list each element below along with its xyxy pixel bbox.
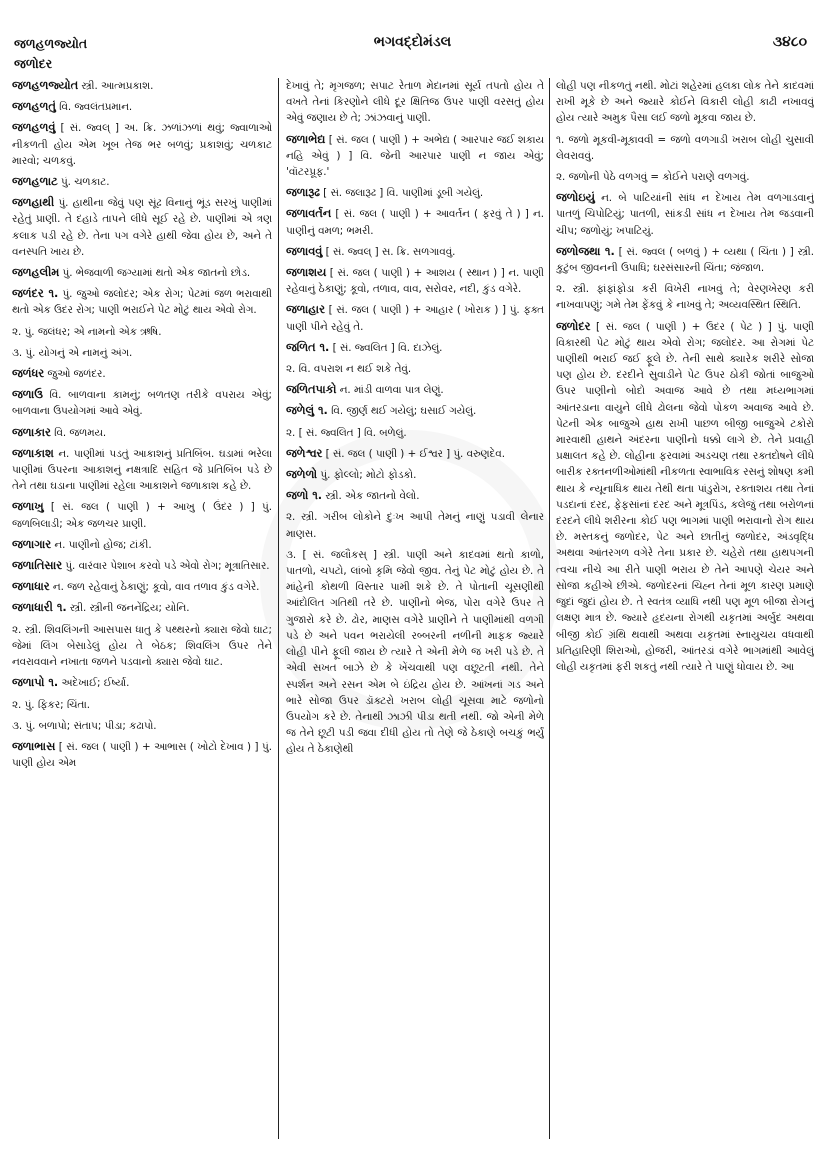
- dictionary-entry: [286, 425, 544, 441]
- definition-text: પું. જુઓ જલોદર; એક રોગ; પેટમાં જળ ભરાવાથી થતો એક ઉદર રોગ; પાણી ભરાઈને પેટ મોટું થાય એવો રોગ.: [12, 288, 272, 317]
- page-number: ૩૪૮૦: [772, 34, 807, 50]
- dictionary-entry: [286, 403, 544, 419]
- headword: જળાહાર: [286, 303, 325, 317]
- definition-text: [ સં. જ્વલ ( બળવું ) + વ્યથા ( ચિંતા ) ] સ્ત્રી. કુટુંબ જીવનની ઉપાધિ; ઘરસંસારની ચિંતા; જંજાળ.: [556, 245, 814, 275]
- headword: જળાખુ: [12, 500, 44, 514]
- definition-text: અદેખાઈ; ઈર્ષ્યા.: [58, 677, 130, 690]
- headword: જળો ૧.: [286, 489, 323, 503]
- definition-text: [ સં. જલ ( પાણી ) + આહાર ( ખોરાક ) ] પું. ફક્ત પાણી પીને રહેવું તે.: [286, 304, 544, 333]
- headword: જળાશય: [286, 266, 327, 280]
- dictionary-entry: [286, 302, 544, 334]
- definition-text: ૨. જળોની પેઠે વળગવું = કોઈને પરાણે વળગવું.: [556, 171, 750, 184]
- dictionary-entry: [12, 195, 272, 260]
- definition-text: [ સં. જ્વલ્ ] અ. ક્રિ. ઝળાંઝળાં થવું; જ્વાળાઓ નીકળતી હોય એમ ખૂબ તેજ ભર બળવું; પ્રકાશવું; ચળકાટ મારવો; ચળકવું.: [12, 122, 272, 167]
- definition-text: વિ. જળમય.: [50, 426, 107, 439]
- definition-text: ૨. [ સં. જ્વલિત ] વિ. બળેલું.: [286, 426, 407, 439]
- dictionary-entry: [12, 366, 272, 382]
- dictionary-entry: [556, 78, 814, 127]
- dictionary-entry: [12, 675, 272, 691]
- headword: જળંદર ૧.: [12, 287, 59, 301]
- dictionary-entry: [286, 446, 544, 462]
- definition-text: પું. ચળકાટ.: [57, 176, 110, 189]
- dictionary-entry: [286, 340, 544, 356]
- dictionary-entry: [12, 78, 272, 94]
- dictionary-entry: [286, 244, 544, 260]
- dictionary-entry: [12, 579, 272, 595]
- dictionary-entry: [286, 547, 544, 758]
- definition-text: ન. માંડી વાળવા પાત્ર લેણું.: [336, 384, 444, 397]
- dictionary-entry: [286, 185, 544, 201]
- definition-text: ૨. વિ. વપરાશ ન થઈ શકે તેવું.: [286, 363, 412, 376]
- dictionary-entry: [286, 132, 544, 181]
- headword: જળાધાર: [12, 580, 50, 594]
- dictionary-entry: [12, 387, 272, 419]
- definition-text: ૨. પું. ફિકર; ચિંતા.: [12, 698, 91, 711]
- headword: જળહળવું: [12, 121, 56, 135]
- headword: જળેળો: [286, 468, 318, 482]
- definition-text: પું. વારંવાર પેશાબ કરવો પડે એવો રોગ; મૂત્રાતિસાર.: [62, 560, 270, 573]
- definition-text: ન. પાણીનો હોજ; ટાંકી.: [51, 538, 152, 551]
- headword: જળાકાશ: [12, 446, 54, 460]
- dictionary-entry: [556, 169, 814, 185]
- headword: જળાપો ૧.: [12, 676, 59, 690]
- headword: જળહળતું: [12, 100, 56, 114]
- dictionary-entry: [12, 345, 272, 361]
- dictionary-entry: [286, 265, 544, 297]
- definition-text: સ્ત્રી. આત્મપ્રકાશ.: [78, 80, 154, 92]
- dictionary-entry: [556, 190, 814, 239]
- dictionary-entry: [12, 622, 272, 671]
- definition-text: [ સં. જ્વલ્ ] સ. ક્રિ. સળગાવવું.: [322, 245, 456, 258]
- definition-text: દેખાવું તે; મૃગજળ; સપાટ રેતાળ મેદાનમાં સૂર્ય તપતો હોય તે વખતે તેનાં કિરણોને લીધે દૂર ક્ષિતિજ ઉપર પાણી વરસતું હોય એવું જણાય છે તે; ઝાંઝવાનું પાણી.: [286, 80, 544, 125]
- page-title: ભગવદ્દોમંડલ: [373, 34, 452, 50]
- dictionary-entry: [12, 425, 272, 441]
- dictionary-entry: [12, 718, 272, 734]
- headword: જળોઇયું: [556, 191, 595, 205]
- definition-text: લોહી પણ નીકળતું નથી. મોટાં શહેરમાં હલકા લોક તેને કાદવમાં રાખી મૂકે છે અને જ્યારે કોઈને વિકારી લોહી કાઢી નખાવવું હોય ત્યારે અમુક પૈસા લઈ જળો મૂકવા જાય છે.: [556, 80, 814, 125]
- dictionary-entry: [12, 324, 272, 340]
- dictionary-entry: [286, 488, 544, 504]
- definition-text: [ સં. જલ ( પાણી ) + આભાસ ( ખોટો દેખાવ ) ] પું. પાણી હોય એમ: [12, 740, 272, 770]
- definition-text: ૨. પું. જલંધર; એ નામનો એક ઋષિ.: [12, 325, 162, 338]
- headword: જળહાથી: [12, 196, 55, 210]
- dictionary-entry: [556, 132, 814, 164]
- definition-text: પું. ભેજવાળી જગ્યામાં થતો એક જાતનો છોડ.: [59, 267, 251, 280]
- dictionary-entry: [286, 206, 544, 238]
- definition-text: ૩. [ સં. જલૌકસ્ ] સ્ત્રી. પાણી અને કાદવમાં થતો કાળો, પાતળો, ચપટો, લાંબો કૃમિ જેવો જીવ. તેનું પેટ મોટું હોય છે. તે માંહેની કોથળી વિસ્તાર પામી શકે છે. તે પોતાની ચૂસણીથી આંદોલિત ગતિથી તરે છે. પાણીનો ભેજ, પોરા વગેરે ઉપર તે ગુજારો કરે છે. ઢોર, માણસ વગેરે પ્રાણીને તે પાણીમાંથી વળગી પડે છે અને પવન ભરાયેલી રબ્બરની નળીની માફક જ્યારે લોહી પીને ફૂલી જાય છે ત્યારે તે એની મેળે જ ખરી પડે છે. તે એવી સખત બાઝે છે કે ખેંચવાથી પણ વછૂટતી નથી. તેને સ્પર્શન અને રસન એમ બે ઇંદ્રિય હોય છે. આંખનાં ગડ અને ભારે સોજા ઉપર ડૉક્ટરો ખરાબ લોહી ચૂસવા માટે જળોનો ઉપયોગ કરે છે. તેનાથી ઝાઝી પીડા થતી નથી. જો એની મેળે જ તેને છૂટી પડી જવા દીધી હોય તો તેણે જે ઠેકાણે બચકું ભર્યું હોય તે ઠેકાણેથી: [286, 548, 544, 756]
- headword: જળાવવું: [286, 244, 323, 258]
- definition-text: પું. ફોલ્લો; મોટો ફોડકો.: [317, 469, 417, 482]
- headword: જળાગાર: [12, 537, 52, 551]
- headword: જળોદર: [556, 319, 591, 333]
- definition-text: [ સં. જલ ( પાણી ) + આશય ( સ્થાન ) ] ન. પાણી રહેવાનું ઠેકાણું; કૂવો, તળાવ, વાવ, સરોવર, નદી, કુંડ વગેરે.: [286, 267, 544, 296]
- dictionary-entry: [12, 446, 272, 495]
- definition-text: ન. બે પાટિયાંની સાંધ ન દેખાય તેમ વળગાડવાનું પાતળું ચિપોટિયું; પાતળી, સાંકડી સાંધ ન દેખાય તેમ જડવાની ચીપ; જળોયું; ખપાટિયું.: [556, 192, 814, 237]
- headword: જળેશ્વર: [286, 446, 323, 460]
- column-1: [12, 78, 272, 1143]
- dictionary-entry: [12, 499, 272, 531]
- headword: જળહળાટ: [12, 175, 58, 189]
- headword: જળાધારી ૧.: [12, 601, 67, 615]
- definition-text: [ સં. જલ ( પાણી ) + અભેદ્ય ( આરપાર જઈ શકાય નહિ એવું ) ] વિ. જેની આરપાર પાણી ન જાય એવું; 'વૉટરપ્રૂફ.': [286, 133, 544, 179]
- last-headword: જળોદર: [14, 56, 53, 71]
- dictionary-entry: [286, 78, 544, 127]
- dictionary-entry: [556, 319, 814, 675]
- dictionary-entry: [12, 286, 272, 318]
- column-divider: [278, 78, 279, 1139]
- first-headword: જળહળજ્યોત: [14, 36, 88, 51]
- definition-text: [ સં. જ્વલિત ] વિ. દાઝેલું.: [329, 341, 443, 354]
- definition-text: ૨. સ્ત્રી. શિવલિંગની આસપાસ ધાતુ કે પથ્થરનો ક્યારા જેવો ઘાટ; જેમાં લિંગ બેસાડેલું હોય તે બેઠક; શિવલિંગ ઉપર તેને નવરાવવાને નખાતા જળને પડવાનો ક્યારા જેવો ઘાટ.: [12, 623, 272, 669]
- definition-text: વિ. બાળવાના કામનું; બળતણ તરીકે વપરાય એવું; બાળવાના ઉપયોગમાં આવે એવું.: [12, 389, 272, 418]
- definition-text: વિ. જીર્ણ થઈ ગયેલું; ઘસાઈ ગયેલું.: [327, 405, 477, 418]
- headword: જળાઉ: [12, 388, 43, 402]
- column-2: [286, 78, 544, 1143]
- definition-text: ૨. સ્ત્રી. ગરીબ લોકોને દુઃખ આપી તેમનું નાણું પડાવી લેનાર માણસ.: [286, 511, 544, 540]
- dictionary-entry: [12, 558, 272, 574]
- definition-text: જુઓ જળંદર.: [44, 368, 106, 381]
- headword: જળિત ૧.: [286, 340, 330, 354]
- definition-text: વિ. જ્વલંતપ્રમાન.: [55, 101, 133, 114]
- headword: જળોજથા ૧.: [556, 244, 615, 258]
- definition-text: [ સં. જલ ( પાણી ) + આવર્તન ( ફરવું તે ) ] ન. પાણીનું વમળ; ભમરી.: [286, 208, 544, 237]
- headword: જળારૂઢ: [286, 186, 320, 200]
- dictionary-entry: [556, 244, 814, 276]
- headword: જળાભેદ્ય: [286, 132, 326, 146]
- dictionary-entry: [12, 174, 272, 190]
- column-3: [556, 78, 814, 1143]
- definition-text: પું. હાથીના જેવું પણ સૂંઢ વિનાનું ભૂંડ સરખું પાણીમાં રહેતું પ્રાણી. તે દહાડે તાપને લીધે સૂઈ રહે છે. પાણીમાં એ ત્રણ કલાક પડી રહે છે. તેના પગ વગેરે હાથી જેવા હોય છે, અને તે વનસ્પતિ ખાય છે.: [12, 197, 272, 258]
- dictionary-entry: [286, 509, 544, 541]
- headword: જળાતિસાર: [12, 559, 63, 573]
- dictionary-entry: [556, 281, 814, 313]
- dictionary-entry: [286, 361, 544, 377]
- headword: જળંધર: [12, 367, 45, 381]
- definition-text: [ સં. જલારૂઢ ] વિ. પાણીમાં ડૂબી ગયેલું.: [319, 187, 484, 200]
- definition-text: [ સં. જલ ( પાણી ) + ઈશ્વર ] પું. વરુણદેવ.: [322, 447, 505, 460]
- definition-text: ૩. પું. યોગનું એ નામનું અંગ.: [12, 346, 133, 359]
- dictionary-entry: [286, 382, 544, 398]
- dictionary-entry: [12, 99, 272, 115]
- dictionary-entry: [12, 120, 272, 169]
- headword: જળહળજ્યોત: [12, 79, 79, 92]
- column-divider: [549, 78, 550, 1139]
- headword: જળેલું ૧.: [286, 404, 328, 418]
- definition-text: ૨. સ્ત્રી. ફાંફાંફોડા કરી વિખેરી નાખવું તે; વેરણખેરણ કરી નાખવાપણું; ગમે તેમ ફેંકવું કે નાખવું તે; અવ્યવસ્થિત સ્થિતિ.: [556, 283, 814, 312]
- dictionary-entry: [12, 739, 272, 771]
- definition-text: [ સં. જલ ( પાણી ) + આખુ ( ઉંદર ) ] પું. જળબિલાડી; એક જળચર પ્રાણી.: [12, 501, 272, 530]
- definition-text: [ સં. જલ ( પાણી ) + ઉદર ( પેટ ) ] પું. પાણી વિકારથી પેટ મોટું થાય એવો રોગ; જલોદર. આ રોગમાં પેટ પાણીથી ભરાઈ જઈ ફૂલે છે. તેની સાથે ક્યારેક શરીરે સોજા પણ હોય છે. દરદીને સુવાડીને પેટ ઉપર ઠોકી જોતાં બાજુઓ ઉપર પાણીનો બોદો અવાજ આવે છે તથા મધ્યભાગમાં આંતરડાના વાયુને લીધે ઢોલના જેવો પોકળ અવાજ આવે છે. પેટની એક બાજુએ હાથ રાખી પાછળ બીજી બાજુએ ટકોરો મારવાથી હાથને અંદરના પાણીનો ધક્કો લાગે છે. તેને પ્રવાહી પ્રક્ષાલત કહે છે. લોહીના ફરવામાં અડચણ તથા રક્તદોષને લીધે બારીક રક્તનળીઓમાંથી નીકળતા સ્વાભાવિક રસનું શોષણ કમી થાય કે ન્યૂનાધિક થાય તેથી થતા પાંડુરોગ, રક્તાશય તથા તેનાં પડદાનાં દરદ, ફેફસાંનાં દરદ અને મૂત્રપિંડ, કલેજું તથા બરોળનાં દરદને લીધે શરીરના કોઈ પણ ભાગમાં પાણી ભરાવાનો રોગ થાય છે. મસ્તકનું જળોદર, પેટ અને છાતીનું જળોદર, અંડવૃદ્ધિ અથવા આંતરગળ વગેરે તેના પ્રકાર છે. ચહેરો તથા હાથપગની ત્વચા નીચે આ રીતે પાણી ભરાય છે તેને આપણે ચેયર અને સોજા કહીએ છીએ. જળોદરનાં ચિહ્ન તેનાં મૂળ કારણ પ્રમાણે જુદાં જુદાં હોય છે. તે સ્વતંત્ર વ્યાધિ નથી પણ મૂળ બીજા રોગનું લક્ષણ માત્ર છે. જ્યારે હૃદયના રોગથી યકૃતમાં અર્બુદ અથવા બીજી કોઈ ગ્રંથિ થવાથી અથવા યકૃતમાં સ્નાયુચય વધવાથી પ્રતિહારિણી શિરાઓ, હોજરી, આંતરડાં વગેરે ભાગમાંથી આવેલું લોહી યકૃતમાં ફરી શકતું નથી ત્યારે તે પાણું ધોવાય છે. આ: [556, 320, 814, 673]
- definition-text: ૩. પું. બળાપો; સંતાપ; પીડા; કઢાપો.: [12, 719, 157, 732]
- dictionary-entry: [286, 467, 544, 483]
- definition-text: ૧. જળો મૂકવી-મૂકાવવી = જળો વળગાડી ખરાબ લોહી ચુસાવી લેવરાવવું.: [556, 133, 814, 162]
- dictionary-entry: [12, 697, 272, 713]
- dictionary-entry: [12, 537, 272, 553]
- definition-text: ન. પાણીમાં પડતું આકાશનું પ્રતિબિંબ. ઘડામાં ભરેલા પાણીમાં ઉપરના આકાશનું નક્ષત્રાદિ સહિત જે પ્રતિબિંબ પડે છે તેને તથા ઘડાના પાણીમાં રહેલા આકાશને જળાકાશ કહે છે.: [12, 447, 272, 493]
- definition-text: ન. જળ રહેવાનું ઠેકાણું; કૂવો, વાવ તળાવ કુંડ વગેરે.: [49, 581, 260, 594]
- definition-text: સ્ત્રી. એક જાતનો વેલો.: [322, 490, 420, 503]
- dictionary-entry: [12, 265, 272, 281]
- headword: જળહલીમ: [12, 266, 60, 280]
- definition-text: સ્ત્રી. સ્ત્રીની જનનેંદ્રિય; યોનિ.: [66, 602, 190, 615]
- headword: જળિતપાકો: [286, 383, 337, 397]
- headword: જળાભાસ: [12, 739, 56, 753]
- headword: જળાવર્તન: [286, 207, 332, 221]
- dictionary-entry: [12, 600, 272, 616]
- headword: જળાકાર: [12, 425, 51, 439]
